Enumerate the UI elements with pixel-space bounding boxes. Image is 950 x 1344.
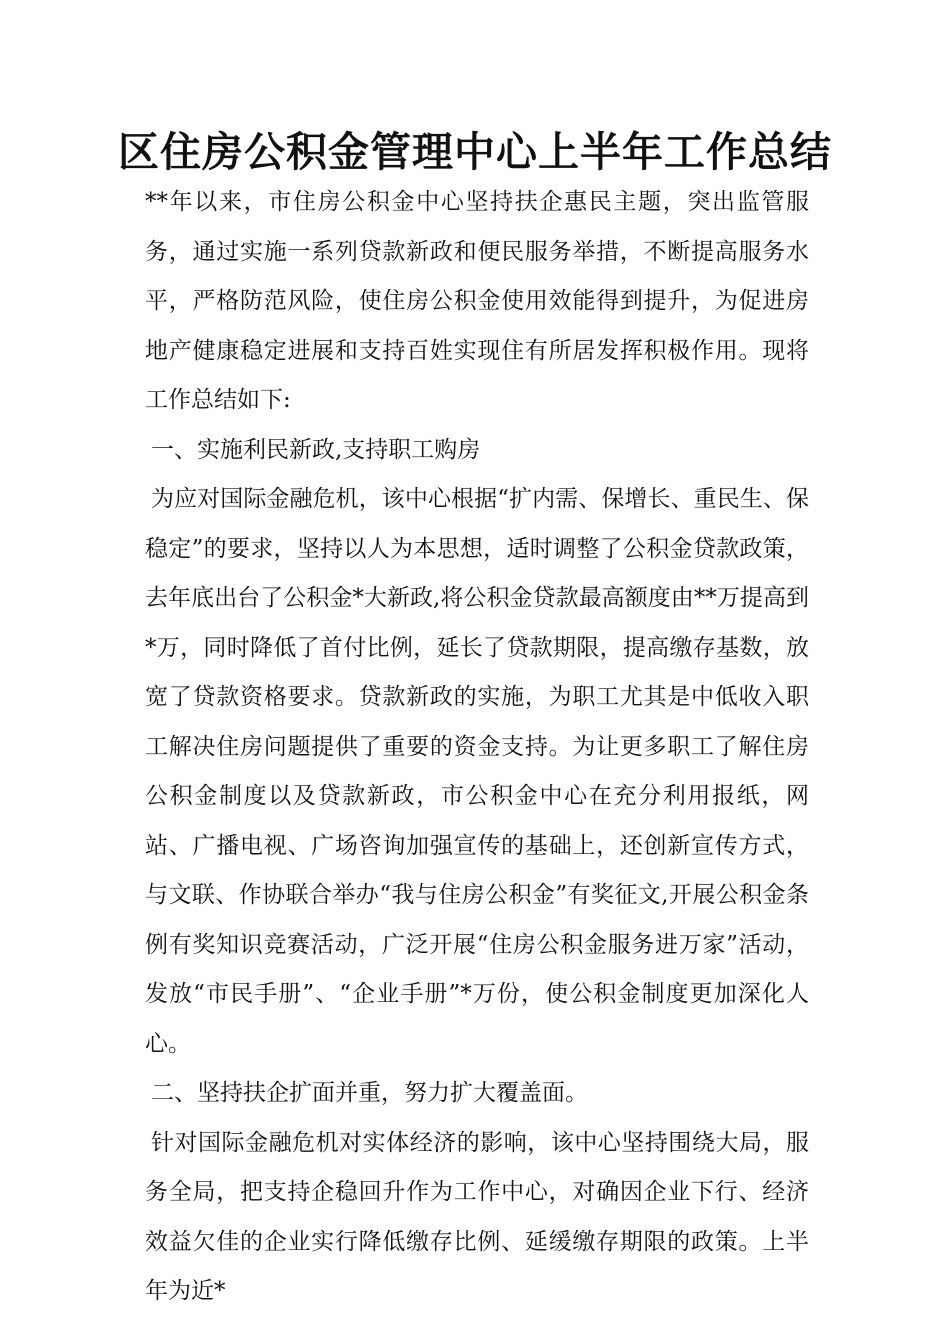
document-title: 区住房公积金管理中心上半年工作总结 [118,128,832,176]
intro-paragraph: **年以来，市住房公积金中心坚持扶企惠民主题，突出监管服务，通过实施一系列贷款新政和便民服务举措，不断提高服务水平，严格防范风险，使住房公积金使用效能得到提升，为促进房地产健康稳定进展和支持百姓实现住有所居发挥积极作用。现将工作总结如下: [145,189,809,413]
document-body [145,178,809,1317]
section-2-paragraph: 针对国际金融危机对实体经济的影响，该中心坚持围绕大局，服务全局，把支持企稳回升作为工作中心，对确因企业下行、经济效益欠佳的企业实行降低缴存比例、延缓缴存期限的政策。上半年为近* [145,1129,809,1304]
section-heading-1: 一、实施利民新政,支持职工购房 [151,436,481,463]
section-heading-2: 二、坚持扶企扩面并重，努力扩大覆盖面。 [151,1080,588,1106]
section-1-paragraph: 为应对国际金融危机，该中心根据“扩内需、保增长、重民生、保稳定”的要求，坚持以人为本思想，适时调整了公积金贷款政策，去年底出台了公积金*大新政,将公积金贷款最高额度由**万提高到*万，同时降低了首付比例，延长了贷款期限，提高缴存基数，放宽了贷款资格要求。贷款新政的实施，为职工尤其是中低收入职工解决住房问题提供了重要的资金支持。为让更多职工了解住房公积金制度以及贷款新政，市公积金中心在充分利用报纸，网站、广播电视、广场咨询加强宣传的基础上，还创新宣传方式，与文联、作协联合举办“我与住房公积金”有奖征文,开展公积金条例有奖知识竞赛活动，广泛开展“住房公积金服务进万家”活动，发放“市民手册”、“企业手册”*万份，使公积金制度更加深化人心。 [145,486,809,1057]
